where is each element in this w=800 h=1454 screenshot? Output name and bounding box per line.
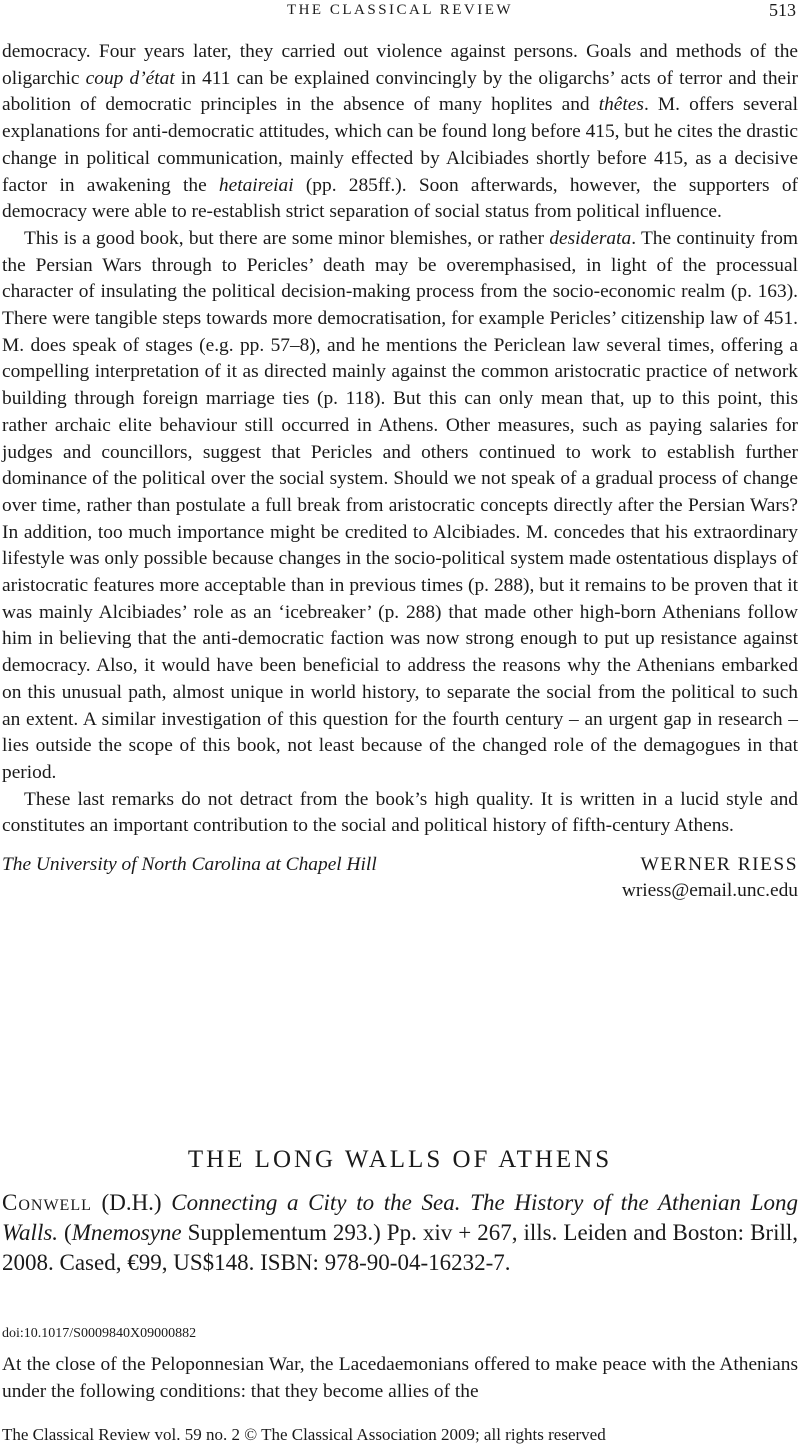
- paragraph-1: democracy. Four years later, they carried out violence against persons. Goals and methods of the oligarchic coup d’état in 411 can be explained convincingly by the oligarchs’ acts of terror and their abolition of democratic principles in the absence of many hoplites and thêtes. M. offers several explanations for anti-democratic attitudes, which can be found long before 415, but he cites the drastic change in political communication, mainly effected by Alcibiades shortly before 415, as a decisive factor in awakening the hetaireiai (pp. 285ff.). Soon afterwards, however, the supporters of democracy were able to re-establish strict separation of social status from political influence.: [2, 41, 798, 223]
- new-review-opening: At the close of the Peloponnesian War, the Lacedaemonians offered to make peace with the Athenians under the following conditions: that they become allies of the: [2, 1354, 798, 1402]
- section-title: THE LONG WALLS OF ATHENS: [187, 1146, 613, 1173]
- reviewer-affiliation: The University of North Carolina at Chapel Hill: [2, 854, 377, 876]
- previous-review-body: [2, 39, 798, 906]
- reviewer-email[interactable]: wriess@email.unc.edu: [621, 880, 798, 902]
- reviewer-name: WERNER RIESS: [640, 854, 798, 876]
- running-head: THE CLASSICAL REVIEW: [286, 2, 514, 18]
- book-citation: Conwell (D.H.) Connecting a City to the Sea. The History of the Athenian Long Walls. (Mnemosyne Supplementum 293.) Pp. xiv + 267, ills. Leiden and Boston: Brill, 2008. Cased, €99, US$148. ISBN: 978-90-04-16232-7.: [2, 1190, 798, 1275]
- reviewer-signature: [2, 852, 798, 906]
- paragraph-3: These last remarks do not detract from the book’s high quality. It is written in a lucid style and constitutes an important contribution to the social and political history of fifth-century Athens.: [2, 788, 798, 837]
- page-header: [0, 0, 800, 24]
- page-footer: The Classical Review vol. 59 no. 2 © The Classical Association 2009; all rights reserved: [2, 1425, 606, 1444]
- page-number: 513: [769, 0, 796, 20]
- doi-link[interactable]: doi:10.1017/S0009840X09000882: [2, 1326, 197, 1341]
- paragraph-2: This is a good book, but there are some minor blemishes, or rather desiderata. The continuity from the Persian Wars through to Pericles’ death may be overemphasised, in light of the processual character of insulating the political decision-making process from the socio-economic realm (p. 163). There were tangible steps towards more democratisation, for example Pericles’ citizenship law of 451. M. does speak of stages (e.g. pp. 57–8), and he mentions the Periclean law several times, offering a compelling interpretation of it as directed mainly against the common aristocratic practice of network building through foreign marriage ties (p. 118). But this can only mean that, up to this point, this rather archaic elite behaviour still occurred in Athens. Other measures, such as paying salaries for judges and councillors, suggest that Pericles and others continued to work to establish further dominance of the political over the social system. Should we not speak of a gradual process of change over time, rather than postulate a full break from aristocratic concepts directly after the Persian Wars? In addition, too much importance might be credited to Alcibiades. M. concedes that his extraordinary lifestyle was only possible because changes in the socio-political system made ostentatious displays of aristocratic features more acceptable than in previous times (p. 288), but it remains to be proven that it was mainly Alcibiades’ role as an ‘icebreaker’ (p. 288) that made other high-born Athenians follow him in believing that the anti-democratic faction was now strong enough to put up resistance against democracy. Also, it would have been beneficial to address the reasons why the Athenians embarked on this unusual path, almost unique in world history, to separate the social from the political to such an extent. A similar investigation of this question for the fourth century – an urgent gap in research – lies outside the scope of this book, not least because of the changed role of the demagogues in that period.: [2, 227, 799, 783]
- citation-series: Mnemosyne: [71, 1220, 182, 1245]
- citation-title: Connecting a City to the Sea. The History of the Athenian Long Walls.: [2, 1190, 798, 1245]
- citation-author: Conwell: [2, 1190, 92, 1215]
